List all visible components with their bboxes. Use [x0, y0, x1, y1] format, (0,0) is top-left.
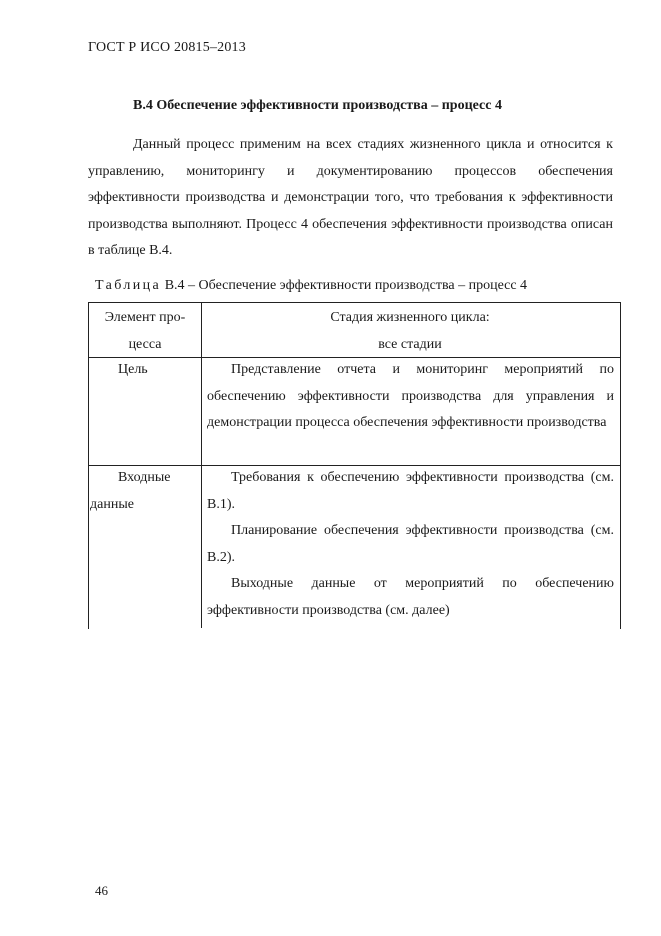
table-header-stage-line2: все стадии	[378, 336, 442, 352]
table-row-label-goal	[90, 357, 198, 384]
row-paragraph: Планирование обеспечения эффективности производства (см. В.2).	[207, 523, 614, 565]
row-paragraph: Представление отчета и мониторинг мероприятий по обеспечению эффективности производства для управления и демонстрации процесса обеспечения эффективности производства	[207, 362, 614, 430]
table-row-label-inputs	[90, 465, 198, 518]
section-title: В.4 Обеспечение эффективности производства – процесс 4	[133, 98, 502, 113]
table-header-element-line1: Элемент про-	[104, 310, 186, 325]
row-label-text: Входные	[118, 470, 171, 485]
row-label-text-2: данные	[90, 496, 134, 512]
table-row-content-goal	[207, 357, 614, 437]
document-header: ГОСТ Р ИСО 20815–2013	[88, 40, 246, 55]
table-caption-text: В.4 – Обеспечение эффективности производства – процесс 4	[161, 278, 528, 293]
table-header-element-line2: цесса	[128, 336, 162, 352]
table-row-content-inputs	[207, 465, 614, 624]
row-paragraph: Выходные данные от мероприятий по обеспечению эффективности производства (см. далее)	[207, 576, 614, 618]
table-header-stage-line1: Стадия жизненного цикла:	[330, 310, 490, 325]
row-label-text: Цель	[118, 362, 148, 377]
page-number: 46	[95, 883, 108, 898]
table-caption-word: Таблица	[95, 278, 162, 293]
table-header-stage	[205, 305, 615, 358]
table-caption	[95, 278, 527, 294]
row-paragraph: Требования к обеспечению эффективности производства (см. В.1).	[207, 470, 614, 512]
table-header-element	[90, 305, 200, 358]
intro-paragraph: Данный процесс применим на всех стадиях жизненного цикла и относится к управлению, мониторингу и документированию процессов обеспечения эффективности производства и демонстрации того, что требования к эффективности производства выполняют. Процесс 4 обеспечения эффективности производства описан в таблице В.4.	[88, 137, 613, 258]
